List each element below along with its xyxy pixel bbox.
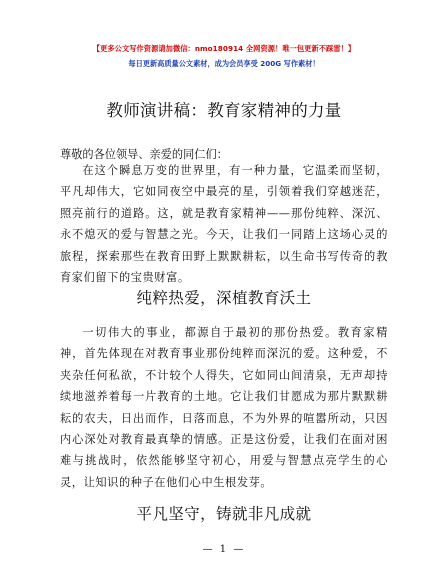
greeting-line: 尊敬的各位领导、亲爱的同仁们： <box>60 148 228 161</box>
body-paragraph-2: 一切伟大的事业，都源自于最初的那份热爱。教育家精神，首先体现在对教育事业那份纯粹而深沉的爱。这种爱，不夹杂任何私欲，不计较个人得失，它如同山间清泉，无声却持续地滋养着每一片教育的土地。它让我们甘愿成为那片默默耕耘的农夫，日出而作，日落而息，不为外界的喧嚣所动，只因内心深处对教育最真挚的情感。正是这份爱，让我们在面对困难与挑战时，依然能够坚守初心，用爱与智慧点亮学生的心灵，让知识的种子在他们心中生根发芽。 <box>60 326 388 489</box>
promo-banner-line-1: 【更多公文写作资源请加微信：nmo180914 全网资源！唯一包更新不踩雷！】 <box>92 44 356 53</box>
promo-banner-line-2: 每日更新高质量公文素材，成为会员享受 200G 写作素材！ <box>128 59 320 68</box>
document-title: 教师演讲稿：教育家精神的力量 <box>106 101 342 120</box>
section-heading-1: 纯粹热爱，深植教育沃土 <box>136 289 312 307</box>
body-paragraph-1: 在这个瞬息万变的世界里，有一种力量，它温柔而坚韧，平凡却伟大，它如同夜空中最亮的星，引领着我们穿越迷茫，照亮前行的道路。这，就是教育家精神——那份纯粹、深沉、永不熄灭的爱与智慧之光。今天，让我们一同踏上这场心灵的旅程，探索那些在教育田野上默默耕耘，以生命书写传奇的教育家们留下的宝贵财富。 <box>60 164 388 285</box>
page-number: — 1 — <box>202 544 246 555</box>
section-heading-2: 平凡坚守，铸就非凡成就 <box>136 505 312 523</box>
